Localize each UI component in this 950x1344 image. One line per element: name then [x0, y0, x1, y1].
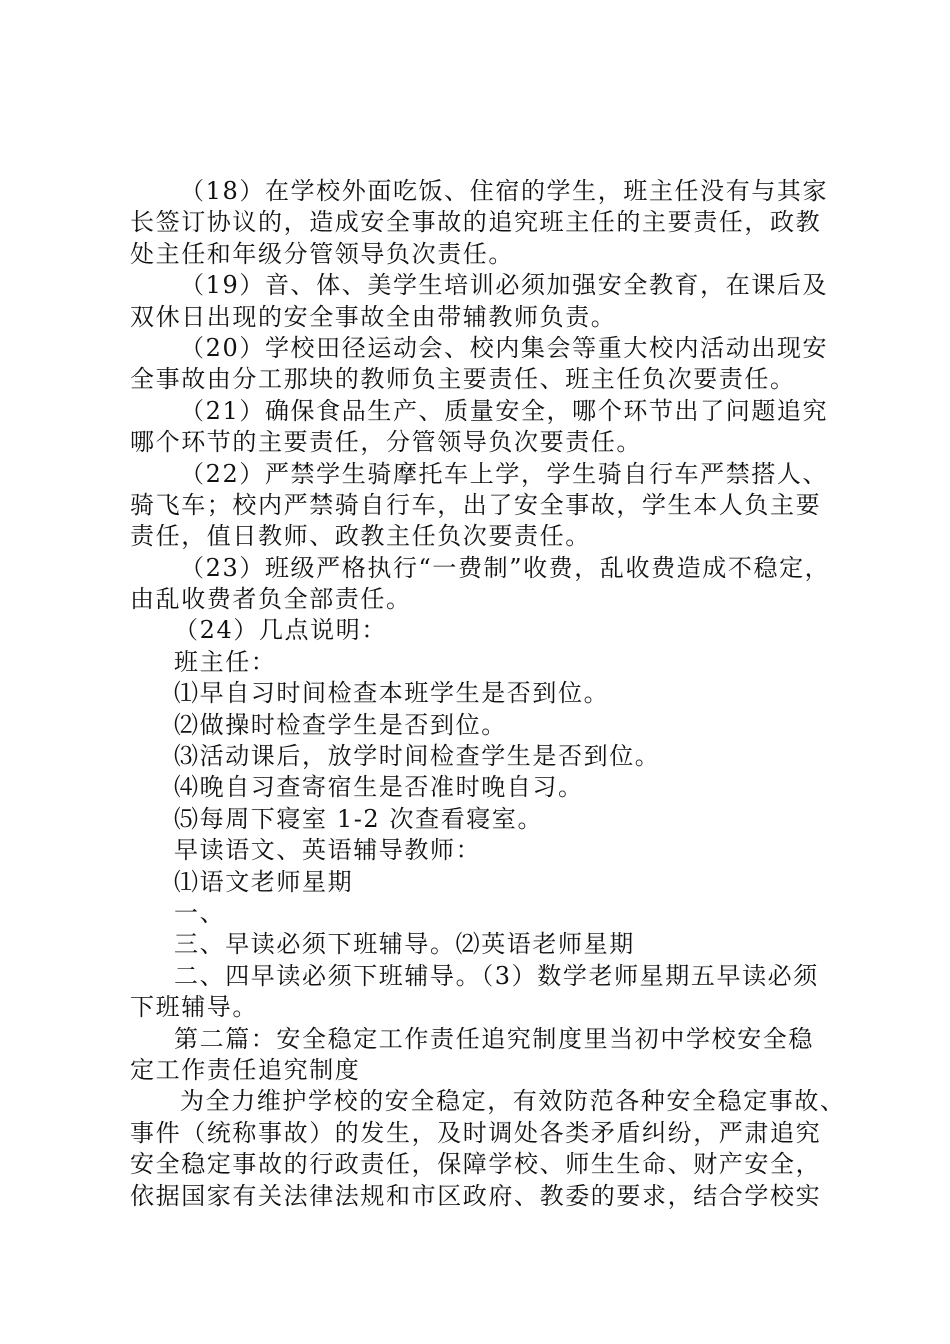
paragraph-22-line-1: （22）严禁学生骑摩托车上学，学生骑自行车严禁搭人、	[180, 459, 829, 488]
paragraph-22-line-3: 责任，值日教师、政教主任负次要责任。	[130, 522, 591, 551]
homeroom-item-1: ⑴早自习时间检查本班学生是否到位。	[174, 679, 610, 708]
morning-reading-line-2: 一、	[174, 898, 226, 927]
paragraph-23-line-1: （23）班级严格执行“一费制”收费，乱收费造成不稳定，	[180, 553, 831, 582]
homeroom-item-5: ⑸每周下寝室 1-2 次查看寝室。	[174, 804, 544, 833]
section-two-title-line-2: 定工作责任追究制度	[130, 1055, 361, 1084]
morning-reading-item-1: ⑴语文老师星期	[174, 867, 354, 896]
paragraph-18-line-2: 长签订协议的，造成安全事故的追究班主任的主要责任，政教	[130, 208, 822, 237]
homeroom-item-3: ⑶活动课后，放学时间检查学生是否到位。	[174, 742, 661, 771]
paragraph-20-line-1: （20）学校田径运动会、校内集会等重大校内活动出现安	[180, 333, 829, 362]
paragraph-18-line-1: （18）在学校外面吃饭、住宿的学生，班主任没有与其家	[180, 177, 829, 205]
homeroom-teacher-heading: 班主任：	[174, 647, 277, 676]
paragraph-22-line-2: 骑飞车；校内严禁骑自行车，出了安全事故，学生本人负主要	[130, 490, 822, 519]
homeroom-item-4: ⑷晚自习查寄宿生是否准时晚自习。	[174, 773, 584, 802]
paragraph-19-line-2: 双休日出现的安全事故全由带辅教师负责。	[130, 302, 617, 331]
section-two-paragraph-line-2: 事件（统称事故）的发生，及时调处各类矛盾纠纷，严肃追究	[130, 1118, 822, 1147]
morning-reading-line-5: 下班辅导。	[130, 993, 258, 1022]
paragraph-19-line-1: （19）音、体、美学生培训必须加强安全教育，在课后及	[180, 271, 829, 300]
document-body	[130, 176, 846, 1212]
morning-reading-line-4: 二、四早读必须下班辅导。（3）数学老师星期五早读必须	[174, 961, 819, 990]
paragraph-20-line-2: 全事故由分工那块的教师负主要责任、班主任负次要责任。	[130, 365, 796, 394]
paragraph-21-line-2: 哪个环节的主要责任，分管领导负次要责任。	[130, 428, 642, 457]
paragraph-21-line-1: （21）确保食品生产、质量安全，哪个环节出了问题追究	[180, 396, 829, 425]
paragraph-18-line-3: 处主任和年级分管领导负次责任。	[130, 239, 514, 268]
section-two-title-line-1: 第二篇：安全稳定工作责任追究制度里当初中学校安全稳	[174, 1024, 814, 1053]
paragraph-24-heading: （24）几点说明：	[174, 616, 387, 645]
section-two-paragraph-line-4: 依据国家有关法律法规和市区政府、教委的要求，结合学校实	[130, 1181, 822, 1210]
paragraph-23-line-2: 由乱收费者负全部责任。	[130, 585, 412, 614]
morning-reading-heading: 早读语文、英语辅导教师：	[174, 836, 482, 865]
morning-reading-line-3: 三、早读必须下班辅导。⑵英语老师星期	[174, 930, 635, 959]
homeroom-item-2: ⑵做操时检查学生是否到位。	[174, 710, 507, 739]
section-two-paragraph-line-3: 安全稳定事故的行政责任，保障学校、师生生命、财产安全，	[130, 1150, 822, 1179]
section-two-paragraph-line-1: 为全力维护学校的安全稳定，有效防范各种安全稳定事故、	[180, 1087, 846, 1116]
